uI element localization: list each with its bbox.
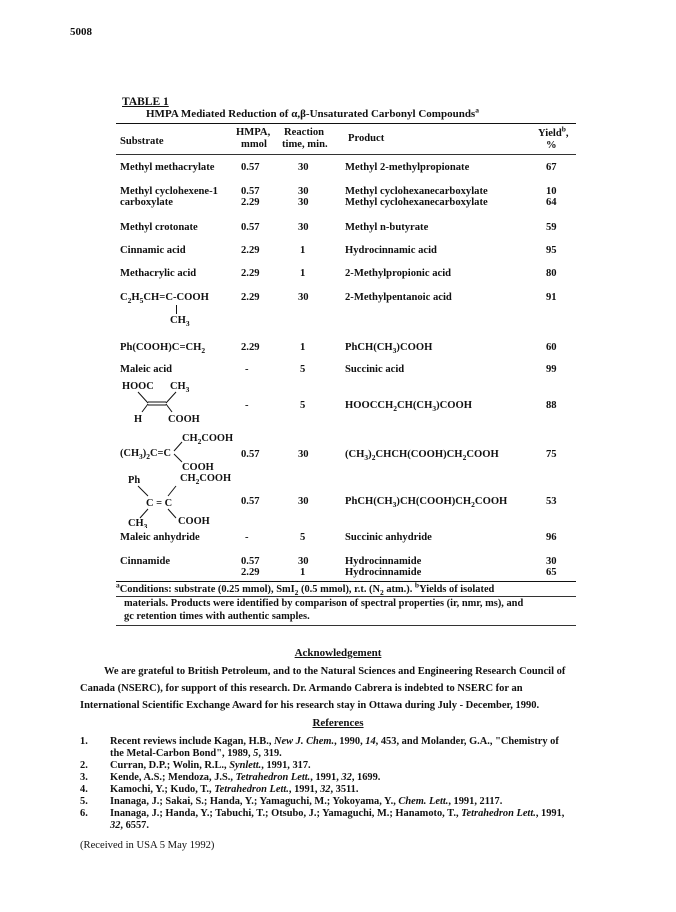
row-12-hmpa-1: 0.57 (241, 556, 260, 567)
row-7-yield: 99 (546, 364, 557, 375)
row-2-product: Methyl n-butyrate (345, 222, 429, 233)
reference-number: 1. (80, 736, 88, 747)
header-product: Product (348, 133, 385, 144)
row-9-substrate-structure (116, 428, 256, 474)
row-9-product (345, 449, 499, 462)
table-caption (146, 105, 479, 121)
row-0-substrate: Methyl methacrylate (120, 162, 215, 173)
acknowledgement-heading: Acknowledgement (294, 647, 382, 659)
row-12-time-1: 30 (298, 556, 309, 567)
reference-part: , (288, 784, 295, 795)
row-6-substrate (120, 342, 205, 355)
row-8-struct-ch3-sub: 3 (185, 385, 190, 394)
table-caption-text: HMPA Mediated Reduction of α,β-Unsaturated Carbonyl Compounds (146, 108, 476, 120)
row-11-product: Succinic anhydride (345, 532, 432, 543)
row-12-hmpa-2: 2.29 (241, 567, 260, 578)
reference-part: , 3511. (330, 784, 359, 795)
row-6-substrate-sub: 2 (201, 346, 206, 356)
row-1-product-1: Methyl cyclohexanecarboxylate (345, 186, 488, 197)
row-10-struct-sub: 3 (143, 522, 148, 528)
row-4-hmpa: 2.29 (241, 268, 260, 279)
row-9-struct-sub: 2 (146, 452, 151, 461)
row-5-substrate-part: H (131, 292, 140, 303)
row-7-hmpa: - (245, 364, 249, 375)
footnote-sub: 2 (294, 588, 299, 598)
reference-year: 1991 (315, 772, 337, 783)
row-8-yield: 88 (546, 400, 557, 411)
row-10-substrate-structure (116, 470, 256, 528)
reference-part: , (561, 808, 565, 819)
row-10-product-part: )CH(COOH)CH (396, 496, 472, 507)
row-0-yield: 67 (546, 162, 557, 173)
row-8-product-part: HOOCCH (345, 400, 394, 411)
footnote-text: Conditions: substrate (0.25 mmol), SmI (119, 584, 295, 595)
row-5-methyl-text: CH (170, 315, 186, 326)
row-8-product-sub: 2 (393, 404, 398, 414)
reference-number: 5. (80, 796, 88, 807)
footnote-bottom-rule (116, 625, 576, 626)
reference-part: , (310, 772, 316, 783)
reference-text (110, 796, 620, 808)
row-8-bond (166, 404, 172, 412)
row-8-bond (138, 392, 148, 403)
row-9-struct-sub: 3 (139, 452, 143, 461)
acknowledgement-line1: We are grateful to British Petroleum, and to the Natural Sciences and Engineering Research Council of (104, 666, 566, 677)
reference-year: 1991 (294, 784, 315, 795)
row-6-time: 1 (300, 342, 306, 353)
row-8-struct-h: H (134, 414, 143, 425)
table-footnote-line1 (116, 580, 495, 598)
row-10-product-sub: 3 (392, 500, 397, 510)
reference-volume: 32 (341, 772, 352, 783)
reference-year: 1989 (227, 748, 248, 760)
row-9-struct-part: (CH (120, 448, 140, 459)
row-2-substrate: Methyl crotonate (120, 222, 198, 233)
row-1-hmpa-1: 0.57 (241, 186, 260, 197)
footnote-sub: 2 (380, 588, 384, 598)
row-9-struct-main (120, 448, 171, 461)
row-8-struct-hooc: HOOC (122, 381, 154, 392)
footnote-text: Yields of isolated (419, 584, 495, 595)
row-4-substrate: Methacrylic acid (120, 268, 197, 279)
row-5-hmpa: 2.29 (241, 292, 260, 303)
row-5-methyl-sub: 3 (185, 319, 190, 329)
row-6-substrate-part: Ph(COOH)C=CH (120, 342, 202, 353)
row-10-struct-part: COOH (199, 473, 232, 484)
row-0-hmpa: 0.57 (241, 162, 260, 173)
row-5-substrate-sub: 5 (139, 296, 144, 306)
row-3-product: Hydrocinnamic acid (345, 245, 437, 256)
reference-part: Curran, D.P.; Wolin, R.L., (110, 760, 230, 771)
row-10-struct-cc: C = C (146, 498, 173, 509)
row-9-bond (174, 442, 182, 451)
reference-part: , (535, 808, 542, 819)
row-8-struct-cooh: COOH (168, 414, 200, 425)
footnote-text: atm.). (383, 584, 415, 595)
acknowledgement-line3: International Scientific Exchange Award for his research stay in Ottawa during July - December, 1990. (80, 700, 540, 711)
row-12-product-2: Hydrocinnamide (345, 567, 422, 578)
header-time-line2: time, min. (282, 139, 328, 150)
row-9-struct-part: ) (142, 448, 147, 459)
reference-part: , 6557. (120, 820, 149, 832)
row-9-product-sub: 2 (371, 453, 376, 463)
row-9-struct-part: COOH (201, 433, 234, 444)
acknowledgement-line2: Canada (NSERC), for support of this research. Dr. Armando Cabrera is indebted to NSERC for an (80, 683, 523, 694)
reference-text (110, 808, 620, 833)
reference-part: , 453, and Molander, G.A., "Chemistry of (375, 736, 559, 747)
row-9-struct-part: CH (182, 433, 198, 444)
row-8-bond (166, 392, 176, 403)
row-6-product-part: )COOH (396, 342, 433, 353)
row-7-product: Succinic acid (345, 364, 405, 375)
row-4-time: 1 (300, 268, 306, 279)
row-1-time-2: 30 (298, 197, 309, 208)
reference-year: 1991 (266, 760, 288, 771)
row-12-yield-2: 65 (546, 567, 557, 578)
row-6-product (345, 342, 432, 355)
row-9-struct-sub: 2 (197, 437, 202, 446)
row-12-product-1: Hydrocinnamide (345, 556, 422, 567)
row-10-yield: 53 (546, 496, 557, 507)
row-10-time: 30 (298, 496, 309, 507)
reference-part: , (448, 796, 454, 807)
reference-text (110, 772, 620, 784)
row-10-bond (138, 486, 148, 496)
footnote-b-mark: b (414, 580, 420, 590)
table-label: TABLE 1 (122, 96, 169, 108)
footnote-a-mark: a (116, 580, 120, 590)
row-10-struct-ch2cooh (180, 473, 231, 486)
row-8-struct-ch3-text: CH (170, 381, 186, 392)
row-11-hmpa: - (245, 532, 249, 543)
reference-number: 4. (80, 784, 88, 795)
reference-part: , (336, 772, 342, 783)
row-9-product-part: COOH (466, 449, 499, 460)
row-1-hmpa-2: 2.29 (241, 197, 260, 208)
row-10-struct-ph: Ph (128, 475, 141, 486)
reference-part: , 1699. (351, 772, 381, 783)
row-4-product: 2-Methylpropionic acid (345, 268, 452, 279)
header-yield-footnote-mark: b (561, 124, 566, 134)
row-5-yield: 91 (546, 292, 557, 303)
row-6-hmpa: 2.29 (241, 342, 260, 353)
table-footnote-line3: gc retention times with authentic samples. (124, 611, 310, 622)
reference-journal: Synlett. (229, 760, 262, 771)
row-9-struct-ch2cooh (182, 433, 233, 446)
row-6-yield: 60 (546, 342, 557, 353)
row-5-substrate-part: C (120, 292, 128, 303)
reference-journal: Tetrahedron Lett. (461, 808, 536, 819)
row-9-yield: 75 (546, 449, 557, 460)
row-3-yield: 95 (546, 245, 557, 256)
row-1-substrate-line2: carboxylate (120, 197, 173, 208)
row-0-time: 30 (298, 162, 309, 173)
row-8-bond (142, 404, 148, 412)
row-2-time: 30 (298, 222, 309, 233)
table-bottom-rule (116, 581, 576, 582)
row-9-product-sub: 2 (462, 453, 467, 463)
row-12-time-2: 1 (300, 567, 306, 578)
reference-part: , 317. (287, 760, 311, 771)
reference-journal: Tetrahedron Lett. (214, 784, 289, 795)
header-substrate: Substrate (120, 136, 164, 147)
row-9-struct-part: C=C (150, 448, 171, 459)
row-10-product-part: COOH (474, 496, 508, 507)
references-heading: References (312, 717, 364, 729)
received-date: (Received in USA 5 May 1992) (80, 840, 215, 851)
row-9-bond (174, 454, 182, 462)
reference-volume: 5 (253, 748, 259, 760)
table-caption-footnote-mark: a (475, 105, 479, 115)
row-8-product-part: )COOH (436, 400, 472, 411)
table-footnote-line2: materials. Products were identified by comparison of spectral properties (ir, nmr, ms), and (124, 598, 524, 609)
header-yield-line1: Yield$^b$, (538, 124, 569, 139)
header-hmpa-line1: HMPA, (236, 127, 271, 138)
header-yield-line2: % (546, 140, 557, 151)
row-5-substrate (120, 292, 209, 305)
row-12-substrate: Cinnamide (120, 556, 171, 567)
header-yield-text: Yield (538, 128, 562, 139)
reference-part: Kamochi, Y.; Kudo, T., (110, 784, 215, 795)
row-11-yield: 96 (546, 532, 557, 543)
row-8-hmpa: - (245, 400, 249, 411)
row-7-time: 5 (300, 364, 306, 375)
reference-journal: Tetrahedron Lett. (235, 772, 311, 783)
row-8-product-sub: 3 (432, 404, 437, 414)
reference-volume: 32 (110, 820, 121, 832)
row-10-product (345, 496, 507, 509)
row-5-substrate-part: CH=C-COOH (143, 292, 209, 303)
reference-part: the Metal-Carbon Bond", (110, 748, 228, 760)
reference-number: 2. (80, 760, 88, 771)
row-12-yield-1: 30 (546, 556, 557, 567)
table-top-rule (116, 123, 576, 124)
row-8-substrate-structure (116, 378, 246, 428)
row-9-hmpa: 0.57 (241, 449, 260, 460)
row-6-product-sub: 3 (392, 346, 397, 356)
row-9-time: 30 (298, 449, 309, 460)
row-7-substrate: Maleic acid (120, 364, 173, 375)
reference-part: , (247, 748, 254, 760)
reference-part: Inanaga, J.; Sakai, S.; Handa, Y.; Yamaguchi, M.; Yokoyama, Y., (110, 796, 399, 807)
reference-part: , (360, 736, 366, 747)
row-3-substrate: Cinnamic acid (120, 245, 186, 256)
row-10-bond (168, 509, 176, 518)
row-3-time: 1 (300, 245, 306, 256)
reference-part: Recent reviews include Kagan, H.B., (110, 736, 275, 747)
reference-text (110, 736, 620, 761)
reference-journal: Chem. Lett. (398, 796, 449, 807)
row-6-product-part: PhCH(CH (345, 342, 393, 353)
reference-volume: 32 (320, 784, 331, 795)
row-1-substrate-line1: Methyl cyclohexene-1 (120, 186, 218, 197)
row-11-time: 5 (300, 532, 306, 543)
row-8-time: 5 (300, 400, 306, 411)
row-5-time: 30 (298, 292, 309, 303)
row-1-yield-1: 10 (546, 186, 557, 197)
row-10-product-sub: 2 (471, 500, 475, 510)
row-1-time-1: 30 (298, 186, 309, 197)
footnote-text: (0.5 mmol), r.t. (N (298, 584, 380, 595)
row-11-substrate: Maleic anhydride (120, 532, 200, 543)
row-10-struct-cooh: COOH (178, 516, 210, 527)
row-9-product-sub: 3 (364, 453, 369, 463)
reference-journal: New J. Chem. (274, 736, 335, 747)
reference-year: 1991 (541, 808, 562, 819)
footnote-rule (116, 596, 576, 597)
reference-text (110, 760, 620, 772)
reference-number: 3. (80, 772, 88, 783)
row-5-product: 2-Methylpentanoic acid (345, 292, 452, 303)
reference-part: Kende, A.S.; Mendoza, J.S., (110, 772, 236, 783)
row-3-hmpa: 2.29 (241, 245, 260, 256)
header-hmpa-line2: mmol (241, 139, 267, 150)
row-4-yield: 80 (546, 268, 557, 279)
reference-part: Inanaga, J.; Handa, Y.; Tabuchi, T.; Otsubo, J.; Yamaguchi, M.; Hanamoto, T., (110, 808, 462, 819)
reference-number: 6. (80, 808, 88, 819)
row-8-product-part: CH(CH (397, 400, 433, 411)
row-10-struct-part: CH (180, 473, 196, 484)
reference-year: 1990 (339, 736, 361, 747)
reference-part: , (261, 760, 267, 771)
row-9-product-part: ) (368, 449, 372, 460)
row-1-yield-2: 64 (546, 197, 557, 208)
header-time-line1: Reaction (284, 127, 325, 138)
row-9-struct-cooh: COOH (182, 462, 214, 473)
reference-volume: 14 (365, 736, 376, 747)
row-10-bond (168, 486, 176, 496)
row-5-substrate-methyl (170, 315, 190, 328)
reference-year: 1991 (453, 796, 475, 807)
row-9-product-part: CHCH(COOH)CH (375, 449, 463, 460)
row-5-substrate-sub: 2 (127, 296, 132, 306)
row-10-bond (140, 509, 148, 518)
row-2-hmpa: 0.57 (241, 222, 260, 233)
reference-part: , (334, 736, 340, 747)
row-10-product-part: PhCH(CH (345, 496, 393, 507)
reference-part: , (314, 784, 321, 795)
row-10-struct-part: CH (128, 518, 144, 528)
row-9-product-part: (CH (345, 449, 365, 460)
row-5-substrate-bond (176, 305, 177, 314)
row-10-hmpa: 0.57 (241, 496, 260, 507)
row-10-struct-sub: 2 (195, 477, 200, 486)
row-8-product (345, 400, 472, 413)
row-2-yield: 59 (546, 222, 557, 233)
row-0-product: Methyl 2-methylpropionate (345, 162, 470, 173)
row-1-product-2: Methyl cyclohexanecarboxylate (345, 197, 488, 208)
table-header-rule (116, 154, 576, 155)
row-8-struct-ch3 (170, 381, 190, 394)
reference-text (110, 784, 620, 796)
reference-part: , 2117. (474, 796, 503, 807)
reference-part: , 319. (258, 748, 282, 760)
row-10-struct-ch3 (128, 518, 148, 528)
page-number: 5008 (70, 26, 92, 38)
